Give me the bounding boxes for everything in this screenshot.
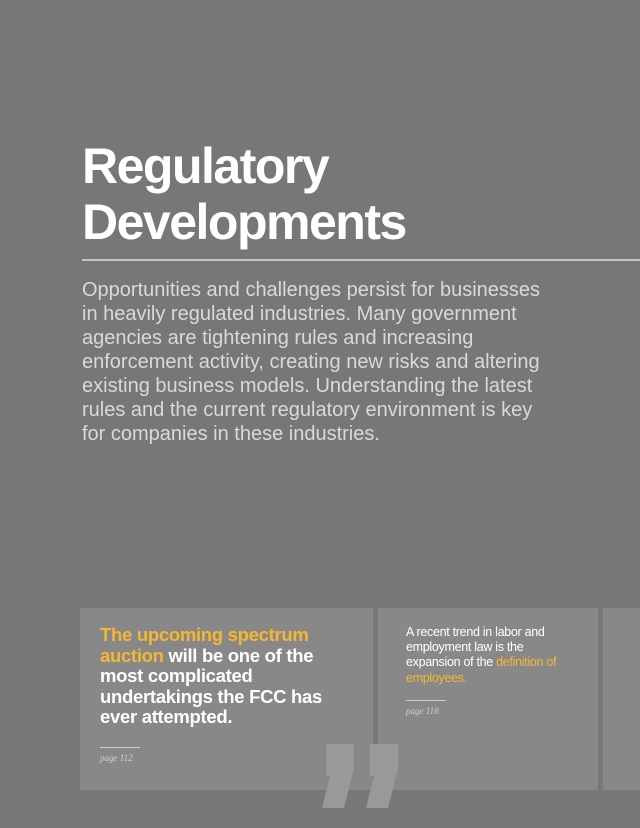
quote-highlight: definition of employees. [406,655,557,685]
quote-body: will be one of the most complicated undertakings the FCC has ever attempted. [100,644,323,727]
quote-text [406,625,576,686]
quote-body: A recent trend in labor and employment law is the expansion of the [406,625,545,670]
page-reference: page 112 [100,753,133,763]
title-divider [82,259,640,261]
title-line-1: Regulatory [82,138,329,194]
quote-card-employment [378,608,598,790]
quote-highlight: The upcoming spectrum auction [100,624,309,666]
quote-text [100,625,350,728]
page-ref-divider [100,747,140,748]
page-reference: page 118 [406,706,439,716]
quote-card-partial [603,608,640,790]
page-title [82,138,406,250]
title-line-2: Developments [82,194,406,250]
intro-paragraph: Opportunities and challenges persist for businesses in heavily regulated industries. Many government agencies are tightening rules and increasing enforcement activity, creating new risks and altering existing business models. Understanding the latest rules and the current regulatory environment is key for companies in these industries. [82,279,541,445]
closing-quote-icon [316,742,400,810]
page-ref-divider [406,700,446,701]
